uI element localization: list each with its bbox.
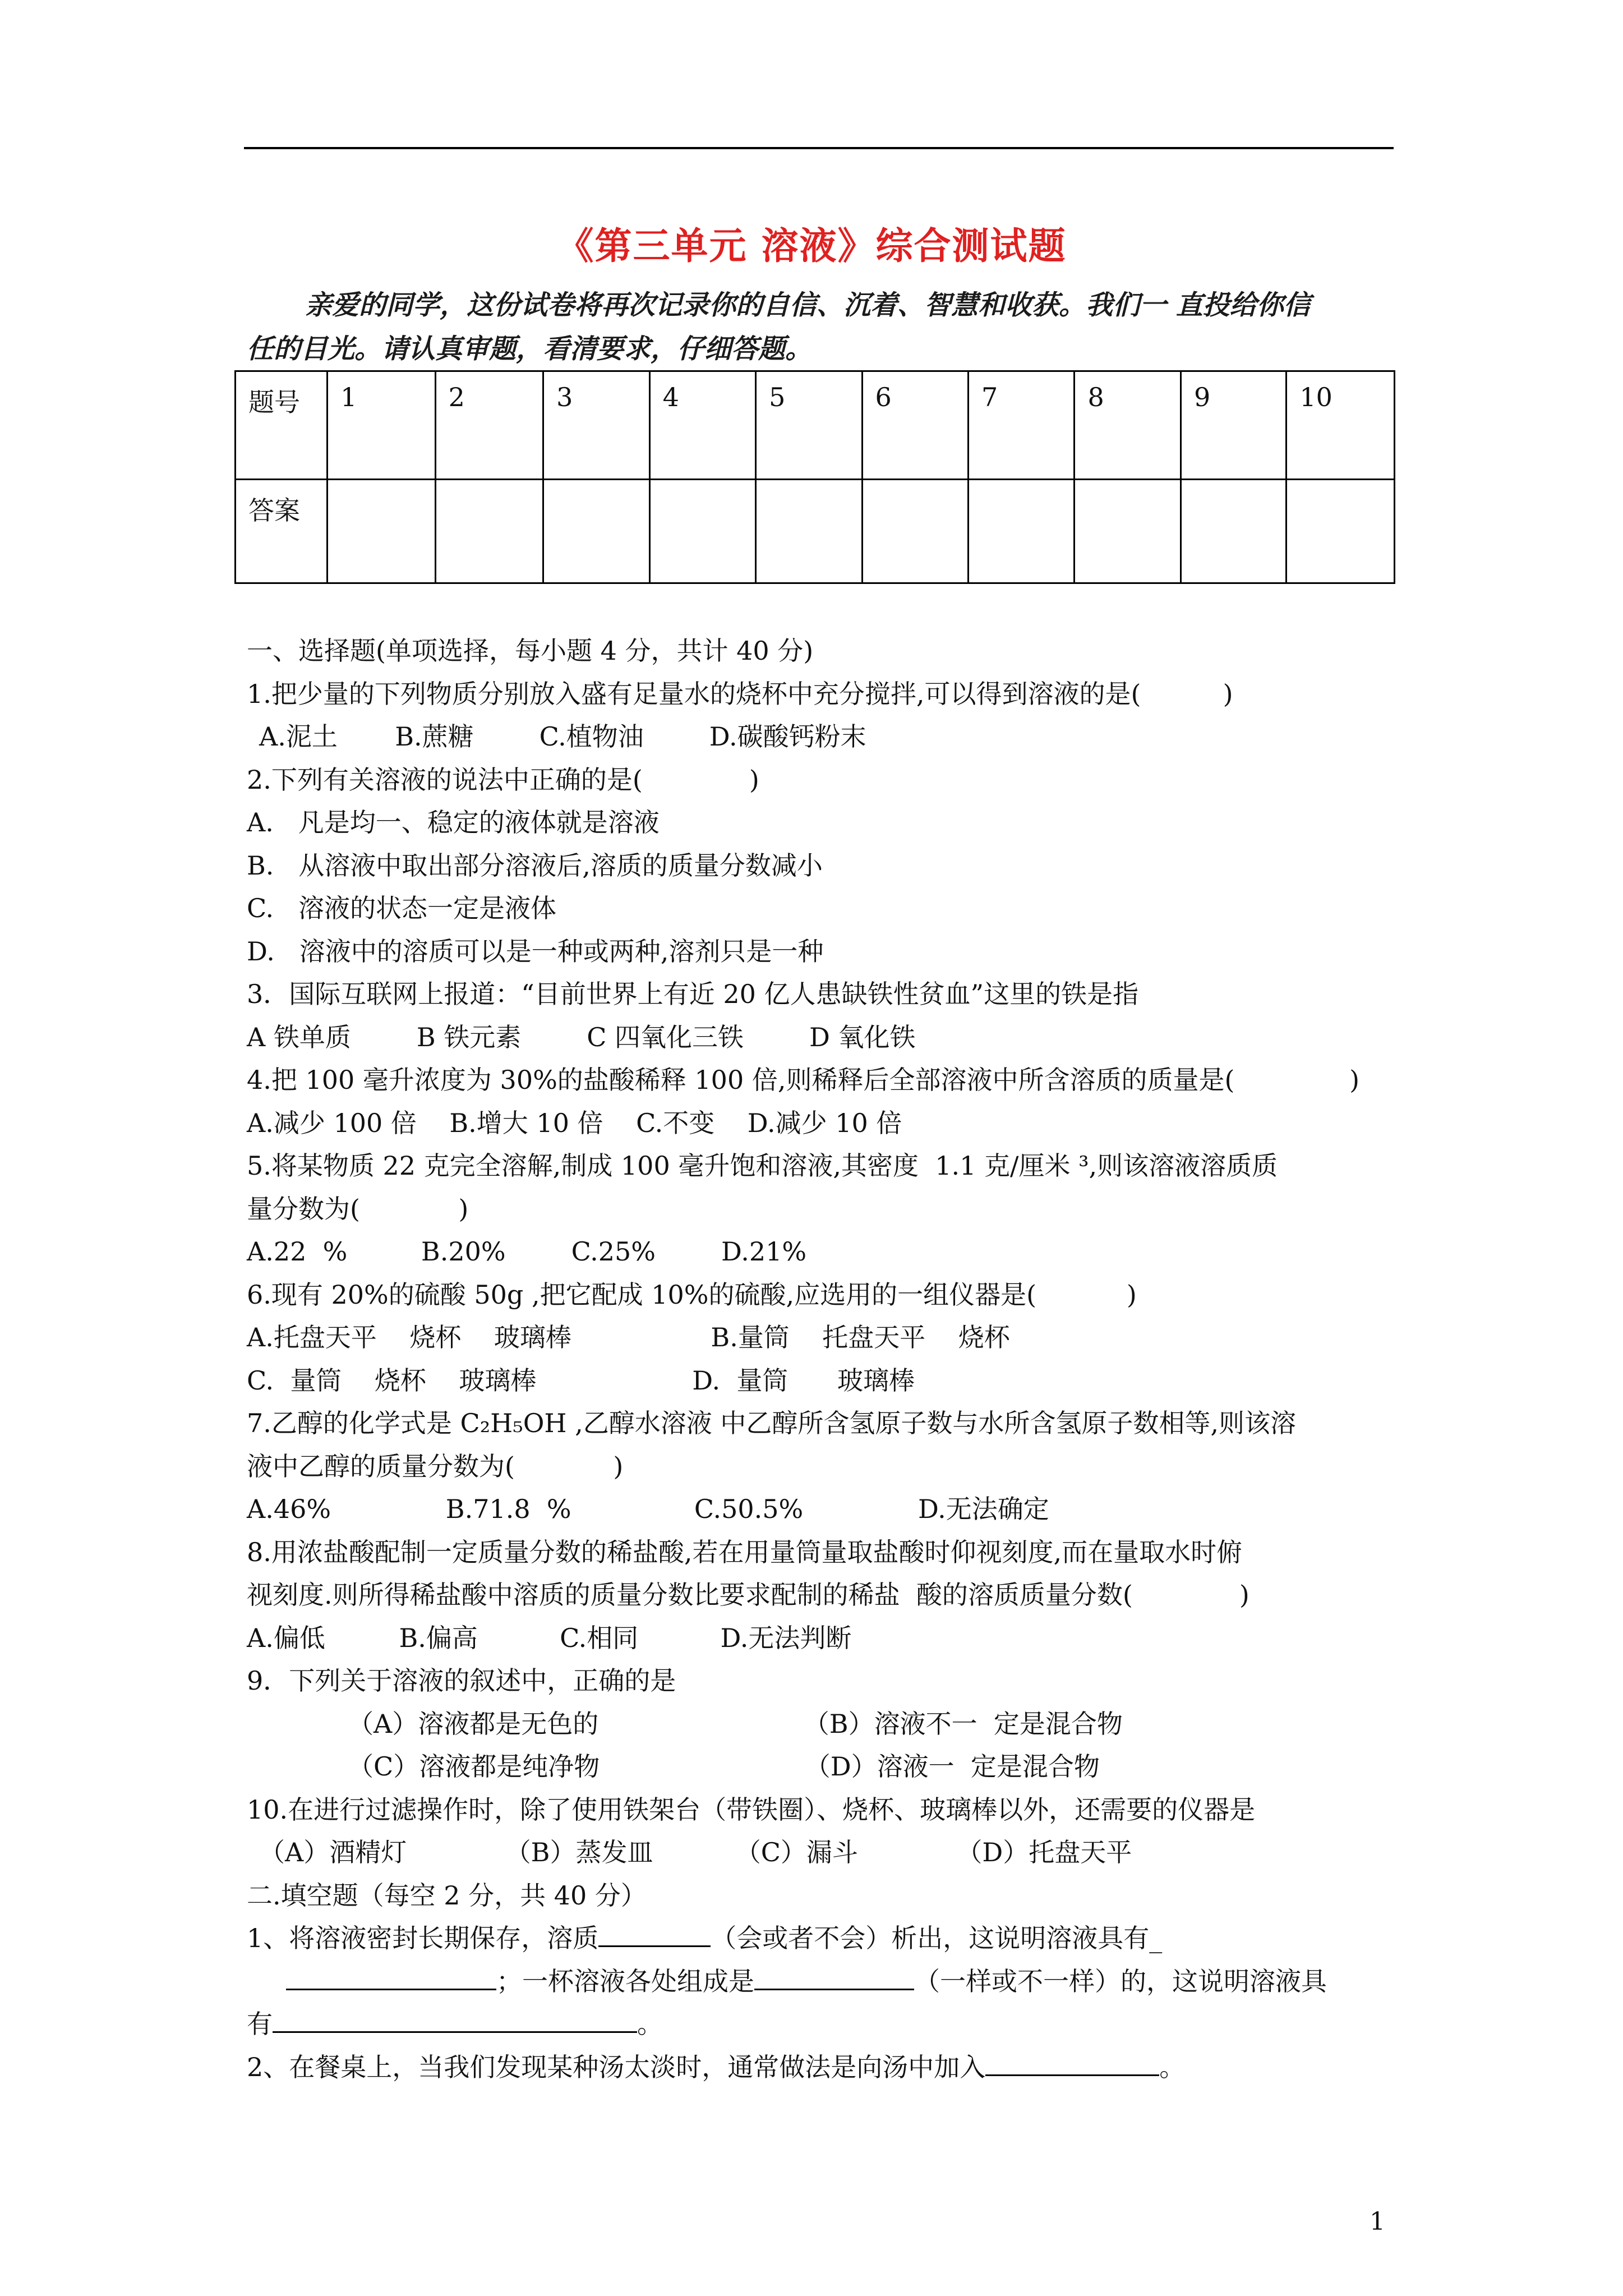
answer-blank[interactable] [273, 2003, 637, 2033]
question-text: （会或者不会）析出，这说明溶液具有_ [711, 1923, 1163, 1953]
question-stem: 液中乙醇的质量分数为( ) [247, 1451, 624, 1481]
answer-table-row-answers [236, 480, 1395, 583]
intro-line-2: 任的目光。请认真审题，看清要求，仔细答题。 [247, 333, 813, 365]
question-stem: 1.把少量的下列物质分别放入盛有足量水的烧杯中充分搅拌,可以得到溶液的是( ) [247, 678, 1233, 709]
answer-blank[interactable] [286, 1961, 496, 1990]
question-option: B. 从溶液中取出部分溶液后,溶质的质量分数减小 [247, 850, 823, 881]
question-options: （A）溶液都是无色的 （B）溶液不一 定是混合物 [348, 1708, 1123, 1739]
question-options: A.减少 100 倍 B.增大 10 倍 C.不变 D.减少 10 倍 [247, 1107, 902, 1138]
answer-blank[interactable] [985, 2046, 1159, 2076]
fill-question [247, 2003, 1413, 2046]
question-stem: 6.现有 20%的硫酸 50g ,把它配成 10%的硫酸,应选用的一组仪器是( ) [247, 1279, 1137, 1310]
question-options: A.偏低 B.偏高 C.相同 D.无法判断 [247, 1622, 852, 1653]
table-cell-number: 5 [756, 371, 862, 480]
question-options: （C）溶液都是纯净物 （D）溶液一 定是混合物 [348, 1751, 1100, 1782]
table-cell-number: 6 [862, 371, 968, 480]
page-title: 《第三单元 溶液》综合测试题 [556, 224, 1067, 268]
question-stem: 2.下列有关溶液的说法中正确的是( ) [247, 764, 759, 795]
question-text: 2、在餐桌上，当我们发现某种汤太淡时，通常做法是向汤中加入 [247, 2051, 986, 2082]
question-stem: 量分数为( ) [247, 1193, 469, 1224]
question-options: A.22 % B.20% C.25% D.21% [247, 1236, 807, 1267]
table-cell-label: 答案 [236, 480, 328, 583]
fill-question [247, 1960, 1413, 2003]
intro-line-1: 亲爱的同学，这份试卷将再次记录你的自信、沉着、智慧和收获。我们一 直投给你信 [305, 289, 1311, 321]
question-text: （一样或不一样）的，这说明溶液具 [914, 1966, 1327, 1996]
question-options: C. 量筒 烧杯 玻璃棒 D. 量筒 玻璃棒 [247, 1365, 915, 1396]
fill-question [247, 2046, 1413, 2089]
question-stem: 3．国际互联网上报道：“目前世界上有近 20 亿人患缺铁性贫血”这里的铁是指 [247, 979, 1139, 1009]
page-number: 1 [1370, 2207, 1385, 2236]
answer-cell[interactable] [543, 480, 649, 583]
answer-cell[interactable] [969, 480, 1075, 583]
section-heading: 一、选择题(单项选择，每小题 4 分，共计 40 分) [247, 636, 814, 666]
question-stem: 9．下列关于溶液的叙述中，正确的是 [247, 1665, 676, 1696]
answer-table-row-numbers [236, 371, 1395, 480]
question-option: C. 溶液的状态一定是液体 [247, 893, 557, 923]
question-body [247, 629, 1413, 2088]
table-cell-number: 1 [328, 371, 436, 480]
question-text: 。 [1159, 2051, 1186, 2082]
answer-blank[interactable] [598, 1917, 711, 1947]
question-stem: 视刻度.则所得稀盐酸中溶质的质量分数比要求配制的稀盐 酸的溶质质量分数( ) [247, 1580, 1249, 1610]
question-stem: 8.用浓盐酸配制一定质量分数的稀盐酸,若在用量筒量取盐酸时仰视刻度,而在量取水时俯 [247, 1536, 1243, 1567]
question-text: 1、将溶液密封长期保存，溶质 [247, 1923, 599, 1953]
question-text: ；一杯溶液各处组成是 [496, 1966, 754, 1996]
question-stem: 7.乙醇的化学式是 C₂H₅OH ,乙醇水溶液 中乙醇所含氢原子数与水所含氢原子数相等,则该溶 [247, 1408, 1297, 1438]
header-rule [244, 147, 1394, 149]
answer-cell[interactable] [328, 480, 436, 583]
question-text: 。 [637, 2009, 663, 2039]
answer-cell[interactable] [435, 480, 543, 583]
answer-cell[interactable] [1075, 480, 1181, 583]
question-options: A.46% B.71.8 % C.50.5% D.无法确定 [247, 1494, 1049, 1524]
table-cell-number: 3 [543, 371, 649, 480]
table-cell-number: 8 [1075, 371, 1181, 480]
question-stem: 4.把 100 毫升浓度为 30%的盐酸稀释 100 倍,则稀释后全部溶液中所含溶质的质量是( ) [247, 1065, 1360, 1095]
question-options: A 铁单质 B 铁元素 C 四氧化三铁 D 氧化铁 [247, 1022, 916, 1052]
table-cell-number: 4 [649, 371, 755, 480]
section-heading: 二.填空题（每空 2 分，共 40 分） [247, 1880, 647, 1911]
question-options: （A）酒精灯 （B）蒸发皿 （C）漏斗 （D）托盘天平 [259, 1837, 1132, 1867]
answer-cell[interactable] [862, 480, 968, 583]
answer-table [234, 370, 1395, 584]
table-cell-number: 9 [1181, 371, 1286, 480]
intro-paragraph [247, 283, 1408, 371]
answer-cell[interactable] [1181, 480, 1286, 583]
answer-cell[interactable] [649, 480, 755, 583]
question-options: A.泥土 B.蔗糖 C.植物油 D.碳酸钙粉末 [259, 721, 866, 752]
answer-cell[interactable] [1287, 480, 1395, 583]
table-cell-number: 7 [969, 371, 1075, 480]
fill-question [247, 1917, 1413, 1960]
question-option: A. 凡是均一、稳定的液体就是溶液 [247, 807, 660, 838]
table-cell-number: 2 [435, 371, 543, 480]
answer-cell[interactable] [756, 480, 862, 583]
question-options: A.托盘天平 烧杯 玻璃棒 B.量筒 托盘天平 烧杯 [247, 1322, 1010, 1352]
question-text: 有 [247, 2009, 273, 2039]
answer-blank[interactable] [754, 1961, 914, 1990]
question-stem: 10.在进行过滤操作时，除了使用铁架台（带铁圈）、烧杯、玻璃棒以外，还需要的仪器是 [247, 1794, 1256, 1825]
table-cell-label: 题号 [236, 371, 328, 480]
question-option: D. 溶液中的溶质可以是一种或两种,溶剂只是一种 [247, 936, 824, 967]
question-stem: 5.将某物质 22 克完全溶解,制成 100 毫升饱和溶液,其密度 1.1 克/厘米 ³,则该溶液溶质质 [247, 1151, 1278, 1181]
table-cell-number: 10 [1287, 371, 1395, 480]
